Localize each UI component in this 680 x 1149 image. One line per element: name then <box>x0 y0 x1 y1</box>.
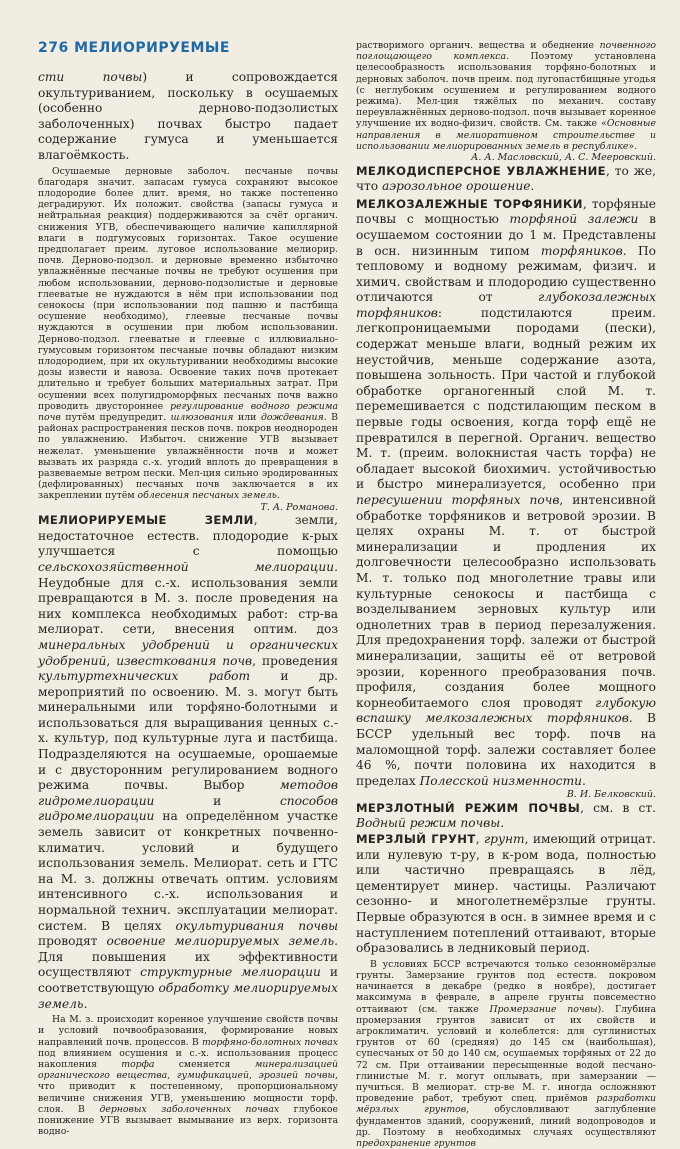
page-number: 276 <box>38 40 69 56</box>
entry-heading: МЕЛИОРИРУЕМЫЕ ЗЕМЛИ <box>38 513 254 528</box>
entry-frozen-ground: МЕРЗЛЫЙ ГРУНТ, грунт, имеющий отрицат. или нулевую т-ру, в к-ром вода, полностью или частично превращаясь в лёд, цементирует минер. частицы. Различают сезонно- и многолетнемёрзлые грунты. Первые образуются в осн. в зимнее время и с наступлением потеплений оттаивают, вторые образовались в ледниковый период. <box>356 831 656 956</box>
author-signature: Т. А. Романова. <box>260 501 338 513</box>
paragraph-frozen-ground-bssr: В условиях БССР встречаются только сезонномёрзлые грунты. Замерзание грунтов под естеств. покровом начинается в декабре (редко в ноябре), достигает максимума в феврале, в апреле грунты повсеместно оттаивают (см. также Промерзание почвы). Глубина промерзания грунтов зависит от их свойств и агроклиматич. условий и колеблется: для суглинистых грунтов от 60 (средняя) до 145 см (наибольшая), супесчаных от 50 до 140 см, осушаемых торфяных от 22 до 72 см. При оттаивании пересыщенные водой песчано-глинистые М. г. могут оплывать, при замерзании — пучиться. В мелиорат. стр-ве М. г. иногда осложняют проведение работ, требуют спец. приёмов разработки мёрзлых грунтов, обусловливают заглубление фундаментов зданий, сооружений, линий водопроводов и др. Поэтому в необходимых случаях осуществляют предохранение грунтов <box>356 958 657 1149</box>
entry-heading: МЕРЗЛОТНЫЙ РЕЖИМ ПОЧВЫ <box>356 800 581 815</box>
paragraph-sandy-soils: Осушаемые дерновые заболоч. песчаные почвы благодаря значит. запасам гумуса сохраняют высокое плодородие более длит. время, но также постепенно деградируют. Их положит. свойства (запасы гумуса и нейтральная реакция) поддерживаются за счёт органич. снижения УГВ, обеспечивающего наличие капиллярной влаги в подгумусовых горизонтах. Такое осушение предполагает преим. луговое использование мелиорир. почв. Дерново-подзол. и дерновые временно избыточно увлажнённые песчаные почвы не требуют осушения при любом использовании, дерново-подзолистые и дерновые глееватые не нуждаются в нём при использовании под сенокосы (при использовании под пашню и пастбища осушение необходимо), глеевые песчаные почвы нуждаются в осушении при любом использовании. Дерново-подзол. глееватые и глеевые с иллювиально-гумусовым горизонтом песчаные почвы обладают низким плодородием, при их окультуривании необходимы высокие дозы извести и навоза. Освоение таких почв протекает длительно и требует больших материальных затрат. При осушении всех полугидроморфных песчаных почв важно проводить двустороннее регулирование водного режима почв путём предупредит. шлюзования или дождевания. В районах распространения песков почв. покров неоднороден по увлажнению. Избыточ. снижение УГВ вызывает нежелат. уменьшение увлажнённости почв и может вызвать их разряда с.-х. угодий вплоть до превращения в развеваемые ветром пески. Мел-ция сильно эродированных (дефлированных) песчаных почв заключается в их закреплении путём облесения песчаных земель. <box>38 165 339 502</box>
running-header <box>38 40 230 56</box>
paragraph-continuation: сти почвы) и сопровождается окультуриванием, поскольку в осушаемых (особенно дерново-подзолистых заболоченных) почвах быстро падает содержание гумуса и уменьшается влагоёмкость. <box>38 70 338 162</box>
entry-heading: МЕЛКОДИСПЕРСНОЕ УВЛАЖНЕНИЕ <box>356 163 607 178</box>
entry-frost-regime: МЕРЗЛОТНЫЙ РЕЖИМ ПОЧВЫ, см. в ст. Водный режим почвы. <box>356 800 656 831</box>
entry-fine-dispersed-humidification: МЕЛКОДИСПЕРСНОЕ УВЛАЖНЕНИЕ, то же, что аэрозольное орошение. <box>356 163 656 194</box>
paragraph-soil-changes: На М. з. происходит коренное улучшение свойств почвы и условий почвообразования, формирование новых направлений почв. процессов. В торфяно-болотных почвах под влиянием осушения и с.-х. использования процесс накопления торфа сменяется минерализацией органического вещества, гумификацией, эрозией почвы, что приводит к постепенному, пропорциональному величине снижения УГВ, уменьшению мощности торф. слоя. В дерновых заболоченных почвах глубокое понижение УГВ вызывает вымывание из верх. горизонта водно- <box>38 1014 338 1138</box>
left-column <box>38 70 339 1138</box>
paragraph-continuation-right: растворимого органич. вещества и обеднение почвенного поглощающего комплекса. Поэтому установлена целесообразность использования торфяно-болотных и дерновых заболоч. почв преим. под лугопастбищные угодья (с неглубоким осушением и регулированием водного режима). Мел-ция тяжёлых по механич. составу переувлажнённых дерново-подзол. почв вызывает коренное улучшение их водно-физич. свойств. См. также «Основные направления в мелиоративном строительстве и использовании мелиорированных земель в республике». <box>356 40 656 152</box>
author-signature: А. А. Масловский, А. С. Мееровский. <box>471 152 656 164</box>
entry-heading: МЕЛКОЗАЛЕЖНЫЕ ТОРФЯНИКИ <box>356 196 583 211</box>
entry-heading: МЕРЗЛЫЙ ГРУНТ <box>356 831 476 846</box>
author-signature: В. И. Белковский. <box>566 789 656 801</box>
entry-meliorated-lands: МЕЛИОРИРУЕМЫЕ ЗЕМЛИ, земли, недостаточное естеств. плодородие к-рых улучшается с помощью сельскохозяйственной мелиорации. Неудобные для с.-х. использования земли превращаются в М. з. после проведения на них комплекса необходимых работ: стр-ва мелиорат. сети, внесения оптим. доз минеральных удобрений и органических удобрений, известкования почв, проведения культуртехнических работ и др. мероприятий по освоению. М. з. могут быть минеральными или торфяно-болотными и использоваться для выращивания ценных с.-х. культур, под культурные луга и пастбища. Подразделяются на осушаемые, орошаемые и с двусторонним регулированием водного режима почвы. Выбор методов гидромелиорации и способов гидромелиорации на определённом участке земель зависит от конкретных почвенно-климатич. условий и будущего использования земель. Мелиорат. сеть и ГТС на М. з. должны отвечать оптим. условиям интенсивного с.-х. использования и нормальной технич. эксплуатации мелиорат. систем. В целях окультуривания почвы проводят освоение мелиорируемых земель. Для повышения их эффективности осуществляют структурные мелиорации и соответствующую обработку мелиорируемых земель. <box>38 513 339 1011</box>
entry-shallow-peatlands: МЕЛКОЗАЛЕЖНЫЕ ТОРФЯНИКИ, торфяные почвы с мощностью торфяной залежи в осушаемом состоянии до 1 м. Представлены в осн. низинным типом торфяников. По тепловому и водному режимам, физич. и химич. свойствам и плодородию существенно отличаются от глубокозалежных торфяников: подстилаются преим. легкопроницаемыми породами (пески), содержат меньше влаги, водный режим их неустойчив, меньше содержание азота, повышена зольность. При частой и глубокой обработке органогенный слой М. т. перемешивается с подстилающим песком в первые годы освоения, когда торф ещё не превратился в перегной. Органич. вещество М. т. (преим. волокнистая часть торфа) не обладает высокой биохимич. устойчивостью и быстро минерализуется, особенно при пересушении торфяных почв, интенсивной обработке торфяников и ветровой эрозии. В целях охраны М. т. от быстрой минерализации и продления их долговечности целесообразно использовать М. т. только под многолетние травы или культурные сенокосы и пастбища с возделыванием зерновых культур или однолетних трав в период перезалужения. Для предохранения торф. залежи от быстрой минерализации, защиты её от ветровой эрозии, коренного преобразования почв. профиля, создания более мощного корнеобитаемого слоя проводят глубокую вспашку мелкозалежных торфяников. В БССР удельный вес торф. почв на маломощной торф. залежи составляет более 46 %, почти половина их находится в пределах Полесской низменности. <box>356 196 657 788</box>
running-title: МЕЛИОРИРУЕМЫЕ <box>74 40 230 56</box>
right-column <box>356 40 657 1149</box>
